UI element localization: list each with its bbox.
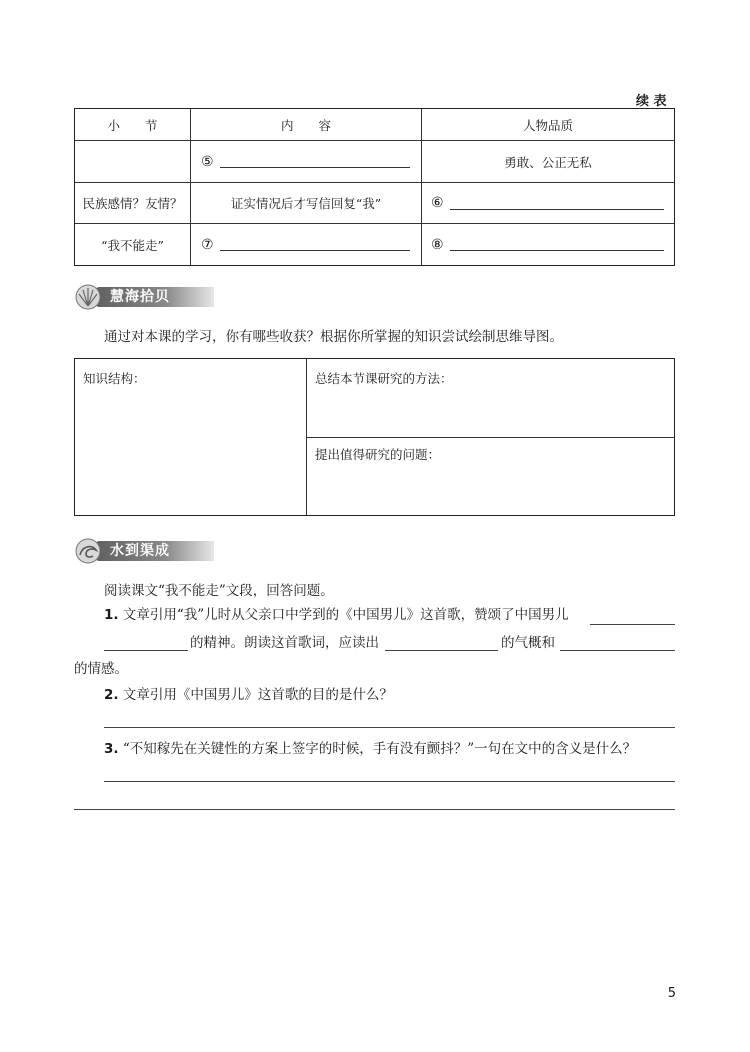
question-2: [104, 684, 393, 706]
question-number: 1.: [104, 607, 119, 623]
answer-blank-5[interactable]: [220, 155, 410, 168]
answer-line-2[interactable]: [104, 727, 675, 728]
answer-blank-1d[interactable]: [560, 650, 675, 651]
question-label: 提出值得研究的问题：: [315, 447, 441, 462]
continued-label: 续 表: [636, 94, 667, 109]
question-1-line2b: 的气概和: [501, 635, 555, 651]
header-section: 小 节: [107, 117, 158, 133]
section-heading-shuidao: [74, 538, 224, 564]
section2-intro: 阅读课文“我不能走”文段，回答问题。: [104, 583, 334, 599]
question-text: 文章引用“我”儿时从父亲口中学到的《中国男儿》这首歌，赞颂了中国男儿: [122, 607, 569, 623]
answer-blank-7[interactable]: [220, 238, 410, 251]
blank-number-6: ⑥: [431, 195, 444, 211]
header-quality: 人物品质: [522, 117, 573, 133]
question-text: “不知稼先在关键性的方案上签字的时候，手有没有颤抖？”一句在文中的含义是什么？: [122, 741, 637, 757]
question-1-line3: 的情感。: [74, 661, 128, 677]
answer-blank-1a[interactable]: [590, 624, 675, 625]
question-number: 3.: [104, 741, 119, 757]
section-heading-huihai: [74, 284, 224, 310]
blank-number-5: ⑤: [201, 153, 214, 170]
answer-line-3a[interactable]: [104, 781, 675, 782]
section-title: 慧海拾贝: [110, 289, 170, 305]
row3-quality: [431, 224, 671, 265]
wave-icon: [74, 538, 104, 564]
row3-section: “我不能走”: [101, 237, 164, 253]
row3-content: [201, 224, 419, 265]
row2-quality: [431, 183, 671, 223]
header-content: 内 容: [280, 117, 331, 133]
blank-number-8: ⑧: [431, 236, 444, 253]
answer-blank-8[interactable]: [450, 238, 664, 251]
question-1-line2a: 的精神。朗读这首歌词，应读出: [190, 635, 379, 651]
answer-blank-6[interactable]: [450, 197, 664, 210]
knowledge-structure-label: 知识结构：: [83, 371, 146, 386]
question-3: [104, 738, 636, 760]
row2-section: 民族感情？友情？: [82, 196, 183, 211]
method-label: 总结本节课研究的方法：: [315, 371, 453, 386]
page-number: 5: [667, 986, 676, 1001]
row1-quality: 勇敢、公正无私: [504, 154, 592, 170]
summary-table: [74, 108, 675, 266]
question-text: 文章引用《中国男儿》这首歌的目的是什么？: [122, 687, 393, 703]
row2-content: 证实情况后才写信回复“我”: [230, 196, 382, 211]
section1-intro: 通过对本课的学习，你有哪些收获？根据你所掌握的知识尝试绘制思维导图。: [104, 329, 563, 345]
answer-blank-1b[interactable]: [104, 650, 188, 651]
question-number: 2.: [104, 687, 119, 703]
answer-blank-1c[interactable]: [385, 650, 498, 651]
section-title: 水到渠成: [110, 543, 170, 559]
shell-icon: [74, 284, 104, 310]
row1-section: [75, 141, 190, 182]
answer-line-3b[interactable]: [74, 809, 675, 810]
row1-content: [201, 141, 419, 182]
mind-map-table: [74, 358, 675, 516]
question-1-line1: [104, 604, 569, 626]
blank-number-7: ⑦: [201, 236, 214, 253]
